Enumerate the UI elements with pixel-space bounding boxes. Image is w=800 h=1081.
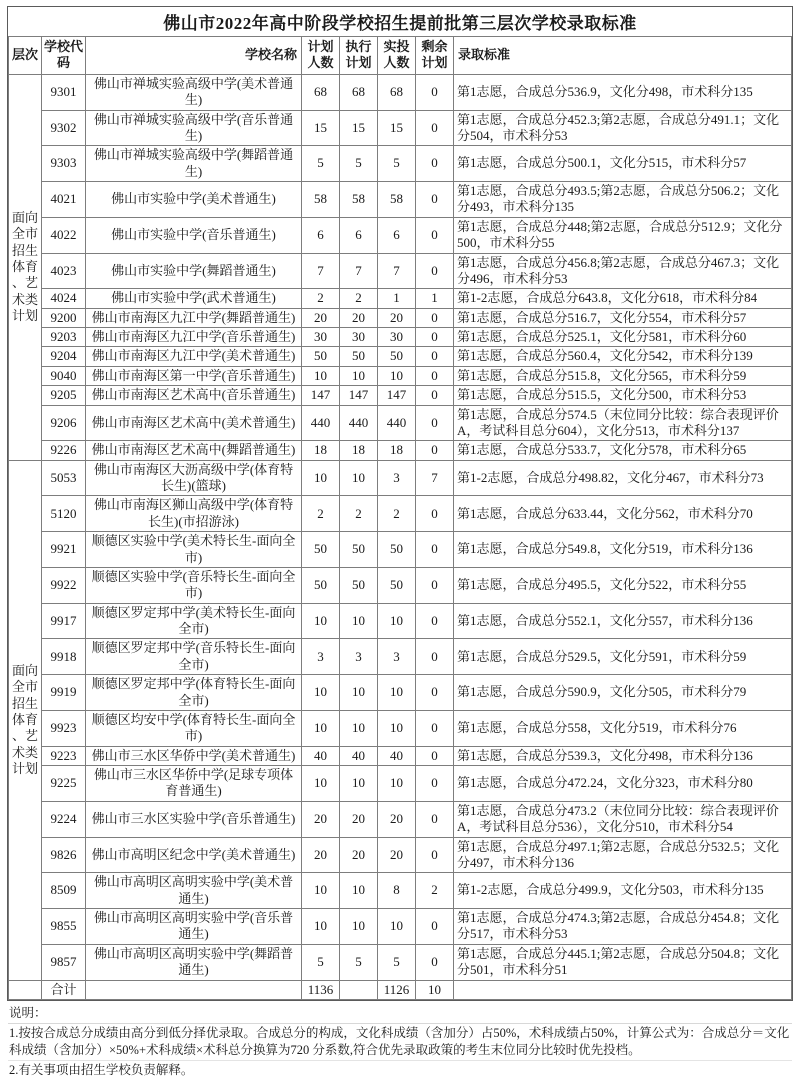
header-school-name: 学校名称 xyxy=(86,37,302,75)
table-row xyxy=(9,182,792,218)
cell-standard: 第1志愿，合成总分500.1，文化分515，市术科分57 xyxy=(454,146,792,182)
cell-exec: 10 xyxy=(340,909,378,945)
cell-remain: 0 xyxy=(416,386,454,405)
cell-plan: 10 xyxy=(302,873,340,909)
cell-code: 9918 xyxy=(42,639,86,675)
table-row xyxy=(9,710,792,746)
cell-code: 9922 xyxy=(42,567,86,603)
cell-name: 佛山市三水区实验中学(音乐普通生) xyxy=(86,801,302,837)
cell-plan: 10 xyxy=(302,366,340,385)
cell-plan: 20 xyxy=(302,801,340,837)
table-row xyxy=(9,567,792,603)
cell-code: 9919 xyxy=(42,675,86,711)
cell-actual: 8 xyxy=(378,873,416,909)
cell-remain: 0 xyxy=(416,532,454,568)
admission-table xyxy=(8,36,792,1000)
cell-name: 佛山市高明区纪念中学(美术普通生) xyxy=(86,837,302,873)
cell-plan: 10 xyxy=(302,766,340,802)
table-row xyxy=(9,347,792,366)
table-row xyxy=(9,944,792,980)
note-item-1: 1.按按合成总分成绩由高分到低分择优录取。合成总分的构成，文化科成绩（含加分）占50%，术科成绩占50%，计算公式为：合成总分＝文化科成绩（含加分）×50%+术科成绩×术科总分换算为720 分系数,符合优先录取政策的考生末位同分比较时优先投档。 xyxy=(8,1024,792,1062)
cell-plan: 7 xyxy=(302,253,340,289)
cell-exec: 15 xyxy=(340,110,378,146)
cell-exec: 6 xyxy=(340,217,378,253)
cell-code: 9200 xyxy=(42,308,86,327)
cell-remain: 0 xyxy=(416,603,454,639)
cell-remain: 7 xyxy=(416,460,454,496)
cell-code: 9921 xyxy=(42,532,86,568)
cell-code: 9224 xyxy=(42,801,86,837)
cell-actual: 20 xyxy=(378,308,416,327)
cell-name: 佛山市实验中学(武术普通生) xyxy=(86,289,302,308)
table-row xyxy=(9,289,792,308)
table-row xyxy=(9,146,792,182)
cell-name: 顺德区罗定邦中学(美术特长生-面向全市) xyxy=(86,603,302,639)
header-remain-plan: 剩余计划 xyxy=(416,37,454,75)
cell-exec: 20 xyxy=(340,801,378,837)
cell-remain: 0 xyxy=(416,347,454,366)
cell-plan: 147 xyxy=(302,386,340,405)
cell-plan: 50 xyxy=(302,532,340,568)
cell-code: 9301 xyxy=(42,74,86,110)
cell-name: 佛山市三水区华侨中学(美术普通生) xyxy=(86,746,302,765)
cell-exec: 10 xyxy=(340,460,378,496)
cell-standard: 第1志愿，合成总分558，文化分519，市术科分76 xyxy=(454,710,792,746)
cell-plan: 20 xyxy=(302,308,340,327)
notes-section xyxy=(7,1001,793,1081)
table-row xyxy=(9,837,792,873)
cell-plan: 40 xyxy=(302,746,340,765)
cell-exec: 20 xyxy=(340,837,378,873)
cell-exec: 10 xyxy=(340,603,378,639)
cell-code: 9223 xyxy=(42,746,86,765)
table-row xyxy=(9,366,792,385)
cell-remain: 0 xyxy=(416,366,454,385)
cell-exec: 3 xyxy=(340,639,378,675)
cell-plan: 10 xyxy=(302,675,340,711)
cell-plan: 50 xyxy=(302,567,340,603)
cell-remain: 0 xyxy=(416,746,454,765)
cell-name: 佛山市南海区狮山高级中学(体育特长生)(市招游泳) xyxy=(86,496,302,532)
cell-standard: 第1志愿，合成总分529.5，文化分591，市术科分59 xyxy=(454,639,792,675)
cell-plan: 3 xyxy=(302,639,340,675)
cell-actual: 440 xyxy=(378,405,416,441)
cell-standard: 第1志愿，合成总分452.3;第2志愿，合成总分491.1；文化分504，市术科分53 xyxy=(454,110,792,146)
cell-standard: 第1志愿，合成总分448;第2志愿，合成总分512.9；文化分500，市术科分55 xyxy=(454,217,792,253)
total-level-cell xyxy=(9,980,42,999)
cell-actual: 3 xyxy=(378,639,416,675)
cell-name: 佛山市南海区艺术高中(舞蹈普通生) xyxy=(86,441,302,460)
cell-remain: 0 xyxy=(416,567,454,603)
cell-exec: 10 xyxy=(340,873,378,909)
cell-exec: 2 xyxy=(340,289,378,308)
table-row xyxy=(9,405,792,441)
header-school-code: 学校代码 xyxy=(42,37,86,75)
cell-standard: 第1志愿，合成总分633.44，文化分562，市术科分70 xyxy=(454,496,792,532)
cell-name: 佛山市三水区华侨中学(足球专项体育普通生) xyxy=(86,766,302,802)
level-cell: 面向全市招生体育、艺术类计划 xyxy=(9,74,42,460)
cell-exec: 5 xyxy=(340,944,378,980)
total-remain: 10 xyxy=(416,980,454,999)
cell-remain: 0 xyxy=(416,496,454,532)
cell-plan: 68 xyxy=(302,74,340,110)
cell-remain: 0 xyxy=(416,766,454,802)
cell-name: 顺德区均安中学(体育特长生-面向全市) xyxy=(86,710,302,746)
cell-name: 佛山市实验中学(舞蹈普通生) xyxy=(86,253,302,289)
header-level: 层次 xyxy=(9,37,42,75)
cell-plan: 10 xyxy=(302,460,340,496)
cell-actual: 50 xyxy=(378,347,416,366)
cell-standard: 第1志愿，合成总分536.9，文化分498，市术科分135 xyxy=(454,74,792,110)
total-name-cell xyxy=(86,980,302,999)
cell-standard: 第1志愿，合成总分539.3，文化分498，市术科分136 xyxy=(454,746,792,765)
cell-plan: 2 xyxy=(302,289,340,308)
level-cell: 面向全市招生体育、艺术类计划 xyxy=(9,460,42,980)
cell-code: 4024 xyxy=(42,289,86,308)
cell-actual: 3 xyxy=(378,460,416,496)
cell-plan: 15 xyxy=(302,110,340,146)
cell-name: 佛山市禅城实验高级中学(舞蹈普通生) xyxy=(86,146,302,182)
cell-actual: 58 xyxy=(378,182,416,218)
cell-exec: 147 xyxy=(340,386,378,405)
cell-standard: 第1志愿，合成总分445.1;第2志愿，合成总分504.8；文化分501，市术科分51 xyxy=(454,944,792,980)
table-row xyxy=(9,766,792,802)
cell-actual: 10 xyxy=(378,909,416,945)
note-item-2: 2.有关事项由招生学校负责解释。 xyxy=(9,1063,194,1078)
cell-name: 顺德区罗定邦中学(音乐特长生-面向全市) xyxy=(86,639,302,675)
table-row xyxy=(9,217,792,253)
cell-name: 佛山市南海区九江中学(舞蹈普通生) xyxy=(86,308,302,327)
cell-standard: 第1志愿，合成总分456.8;第2志愿，合成总分467.3；文化分496，市术科分53 xyxy=(454,253,792,289)
cell-code: 9040 xyxy=(42,366,86,385)
cell-name: 顺德区实验中学(美术特长生-面向全市) xyxy=(86,532,302,568)
cell-actual: 10 xyxy=(378,766,416,802)
table-row xyxy=(9,532,792,568)
table-row xyxy=(9,253,792,289)
cell-standard: 第1志愿，合成总分590.9，文化分505，市术科分79 xyxy=(454,675,792,711)
cell-code: 9917 xyxy=(42,603,86,639)
cell-standard: 第1志愿，合成总分549.8，文化分519，市术科分136 xyxy=(454,532,792,568)
cell-remain: 0 xyxy=(416,110,454,146)
cell-standard: 第1志愿，合成总分574.5（末位同分比较：综合表现评价A，考试科目总分604），文化分513，市术科分137 xyxy=(454,405,792,441)
table-row xyxy=(9,496,792,532)
table-row xyxy=(9,460,792,496)
cell-standard: 第1志愿，合成总分552.1，文化分557，市术科分136 xyxy=(454,603,792,639)
cell-actual: 40 xyxy=(378,746,416,765)
cell-name: 顺德区实验中学(音乐特长生-面向全市) xyxy=(86,567,302,603)
cell-exec: 40 xyxy=(340,746,378,765)
cell-standard: 第1志愿，合成总分473.2（末位同分比较：综合表现评价A，考试科目总分536），文化分510，市术科分54 xyxy=(454,801,792,837)
cell-code: 9203 xyxy=(42,328,86,347)
cell-exec: 2 xyxy=(340,496,378,532)
cell-name: 佛山市高明区高明实验中学(美术普通生) xyxy=(86,873,302,909)
cell-name: 顺德区罗定邦中学(体育特长生-面向全市) xyxy=(86,675,302,711)
cell-exec: 68 xyxy=(340,74,378,110)
table-row xyxy=(9,909,792,945)
cell-name: 佛山市南海区第一中学(音乐普通生) xyxy=(86,366,302,385)
cell-name: 佛山市南海区大沥高级中学(体育特长生)(篮球) xyxy=(86,460,302,496)
cell-standard: 第1志愿，合成总分493.5;第2志愿，合成总分506.2；文化分493，市术科分135 xyxy=(454,182,792,218)
cell-plan: 20 xyxy=(302,837,340,873)
admission-table-container xyxy=(7,6,793,1001)
cell-name: 佛山市南海区九江中学(音乐普通生) xyxy=(86,328,302,347)
cell-remain: 0 xyxy=(416,74,454,110)
cell-remain: 0 xyxy=(416,182,454,218)
cell-plan: 50 xyxy=(302,347,340,366)
table-row xyxy=(9,386,792,405)
table-row xyxy=(9,675,792,711)
cell-standard: 第1志愿，合成总分516.7，文化分554，市术科分57 xyxy=(454,308,792,327)
cell-code: 9302 xyxy=(42,110,86,146)
cell-remain: 0 xyxy=(416,441,454,460)
cell-code: 4022 xyxy=(42,217,86,253)
cell-actual: 20 xyxy=(378,837,416,873)
cell-plan: 5 xyxy=(302,146,340,182)
cell-standard: 第1-2志愿，合成总分643.8，文化分618，市术科分84 xyxy=(454,289,792,308)
cell-remain: 0 xyxy=(416,944,454,980)
cell-actual: 10 xyxy=(378,366,416,385)
header-actual-count: 实投人数 xyxy=(378,37,416,75)
cell-remain: 0 xyxy=(416,675,454,711)
cell-remain: 0 xyxy=(416,217,454,253)
cell-plan: 10 xyxy=(302,909,340,945)
cell-name: 佛山市高明区高明实验中学(舞蹈普通生) xyxy=(86,944,302,980)
cell-standard: 第1志愿，合成总分515.8，文化分565，市术科分59 xyxy=(454,366,792,385)
cell-remain: 2 xyxy=(416,873,454,909)
cell-standard: 第1-2志愿，合成总分499.9，文化分503，市术科分135 xyxy=(454,873,792,909)
header-plan-count: 计划人数 xyxy=(302,37,340,75)
cell-actual: 30 xyxy=(378,328,416,347)
cell-standard: 第1-2志愿，合成总分498.82，文化分467，市术科分73 xyxy=(454,460,792,496)
cell-standard: 第1志愿，合成总分495.5，文化分522，市术科分55 xyxy=(454,567,792,603)
total-row xyxy=(9,980,792,999)
table-row xyxy=(9,328,792,347)
cell-actual: 15 xyxy=(378,110,416,146)
table-row xyxy=(9,603,792,639)
cell-remain: 0 xyxy=(416,405,454,441)
cell-plan: 440 xyxy=(302,405,340,441)
cell-code: 8509 xyxy=(42,873,86,909)
cell-plan: 5 xyxy=(302,944,340,980)
table-body xyxy=(9,74,792,980)
total-standard xyxy=(454,980,792,999)
table-row xyxy=(9,441,792,460)
cell-remain: 0 xyxy=(416,639,454,675)
cell-code: 4023 xyxy=(42,253,86,289)
table-row xyxy=(9,801,792,837)
cell-code: 5120 xyxy=(42,496,86,532)
cell-actual: 2 xyxy=(378,496,416,532)
cell-exec: 5 xyxy=(340,146,378,182)
cell-name: 佛山市南海区艺术高中(美术普通生) xyxy=(86,405,302,441)
cell-actual: 7 xyxy=(378,253,416,289)
cell-standard: 第1志愿，合成总分525.1，文化分581，市术科分60 xyxy=(454,328,792,347)
cell-remain: 0 xyxy=(416,328,454,347)
cell-name: 佛山市高明区高明实验中学(音乐普通生) xyxy=(86,909,302,945)
cell-actual: 5 xyxy=(378,944,416,980)
cell-plan: 58 xyxy=(302,182,340,218)
cell-code: 9303 xyxy=(42,146,86,182)
cell-actual: 1 xyxy=(378,289,416,308)
cell-code: 9226 xyxy=(42,441,86,460)
total-exec xyxy=(340,980,378,999)
cell-remain: 0 xyxy=(416,253,454,289)
cell-exec: 50 xyxy=(340,567,378,603)
cell-code: 9923 xyxy=(42,710,86,746)
cell-exec: 18 xyxy=(340,441,378,460)
cell-code: 9826 xyxy=(42,837,86,873)
cell-remain: 0 xyxy=(416,146,454,182)
cell-remain: 0 xyxy=(416,801,454,837)
header-admission-standard: 录取标准 xyxy=(454,37,792,75)
cell-exec: 20 xyxy=(340,308,378,327)
cell-remain: 0 xyxy=(416,909,454,945)
table-row xyxy=(9,110,792,146)
cell-actual: 10 xyxy=(378,603,416,639)
cell-remain: 0 xyxy=(416,837,454,873)
cell-actual: 5 xyxy=(378,146,416,182)
cell-plan: 10 xyxy=(302,603,340,639)
cell-exec: 50 xyxy=(340,347,378,366)
cell-standard: 第1志愿，合成总分560.4，文化分542，市术科分139 xyxy=(454,347,792,366)
cell-actual: 10 xyxy=(378,710,416,746)
header-exec-plan: 执行计划 xyxy=(340,37,378,75)
cell-exec: 10 xyxy=(340,766,378,802)
total-plan: 1136 xyxy=(302,980,340,999)
cell-name: 佛山市实验中学(美术普通生) xyxy=(86,182,302,218)
cell-exec: 440 xyxy=(340,405,378,441)
cell-code: 9204 xyxy=(42,347,86,366)
cell-exec: 10 xyxy=(340,710,378,746)
cell-name: 佛山市禅城实验高级中学(美术普通生) xyxy=(86,74,302,110)
cell-exec: 30 xyxy=(340,328,378,347)
cell-actual: 147 xyxy=(378,386,416,405)
cell-name: 佛山市禅城实验高级中学(音乐普通生) xyxy=(86,110,302,146)
cell-exec: 7 xyxy=(340,253,378,289)
cell-actual: 50 xyxy=(378,532,416,568)
notes-label: 说明： xyxy=(8,1002,792,1024)
cell-actual: 50 xyxy=(378,567,416,603)
cell-actual: 10 xyxy=(378,675,416,711)
table-row xyxy=(9,308,792,327)
cell-plan: 10 xyxy=(302,710,340,746)
cell-name: 佛山市实验中学(音乐普通生) xyxy=(86,217,302,253)
cell-name: 佛山市南海区艺术高中(音乐普通生) xyxy=(86,386,302,405)
total-label: 合计 xyxy=(42,980,86,999)
cell-code: 9206 xyxy=(42,405,86,441)
cell-plan: 2 xyxy=(302,496,340,532)
table-row xyxy=(9,873,792,909)
header-row xyxy=(9,37,792,75)
cell-code: 5053 xyxy=(42,460,86,496)
total-actual: 1126 xyxy=(378,980,416,999)
cell-actual: 18 xyxy=(378,441,416,460)
cell-code: 9205 xyxy=(42,386,86,405)
cell-code: 4021 xyxy=(42,182,86,218)
cell-standard: 第1志愿，合成总分533.7，文化分578，市术科分65 xyxy=(454,441,792,460)
cell-exec: 58 xyxy=(340,182,378,218)
cell-remain: 0 xyxy=(416,710,454,746)
table-row xyxy=(9,74,792,110)
cell-standard: 第1志愿，合成总分474.3;第2志愿，合成总分454.8；文化分517，市术科分53 xyxy=(454,909,792,945)
cell-standard: 第1志愿，合成总分497.1;第2志愿，合成总分532.5；文化分497，市术科分136 xyxy=(454,837,792,873)
cell-exec: 50 xyxy=(340,532,378,568)
table-row xyxy=(9,639,792,675)
cell-plan: 6 xyxy=(302,217,340,253)
cell-actual: 6 xyxy=(378,217,416,253)
cell-standard: 第1志愿，合成总分472.24，文化分323，市术科分80 xyxy=(454,766,792,802)
cell-code: 9225 xyxy=(42,766,86,802)
cell-exec: 10 xyxy=(340,675,378,711)
cell-code: 9855 xyxy=(42,909,86,945)
cell-plan: 30 xyxy=(302,328,340,347)
cell-remain: 1 xyxy=(416,289,454,308)
cell-actual: 68 xyxy=(378,74,416,110)
cell-code: 9857 xyxy=(42,944,86,980)
cell-exec: 10 xyxy=(340,366,378,385)
cell-remain: 0 xyxy=(416,308,454,327)
page-title: 佛山市2022年高中阶段学校招生提前批第三层次学校录取标准 xyxy=(163,14,637,33)
cell-name: 佛山市南海区九江中学(美术普通生) xyxy=(86,347,302,366)
table-row xyxy=(9,746,792,765)
cell-actual: 20 xyxy=(378,801,416,837)
cell-standard: 第1志愿，合成总分515.5，文化分500，市术科分53 xyxy=(454,386,792,405)
cell-plan: 18 xyxy=(302,441,340,460)
